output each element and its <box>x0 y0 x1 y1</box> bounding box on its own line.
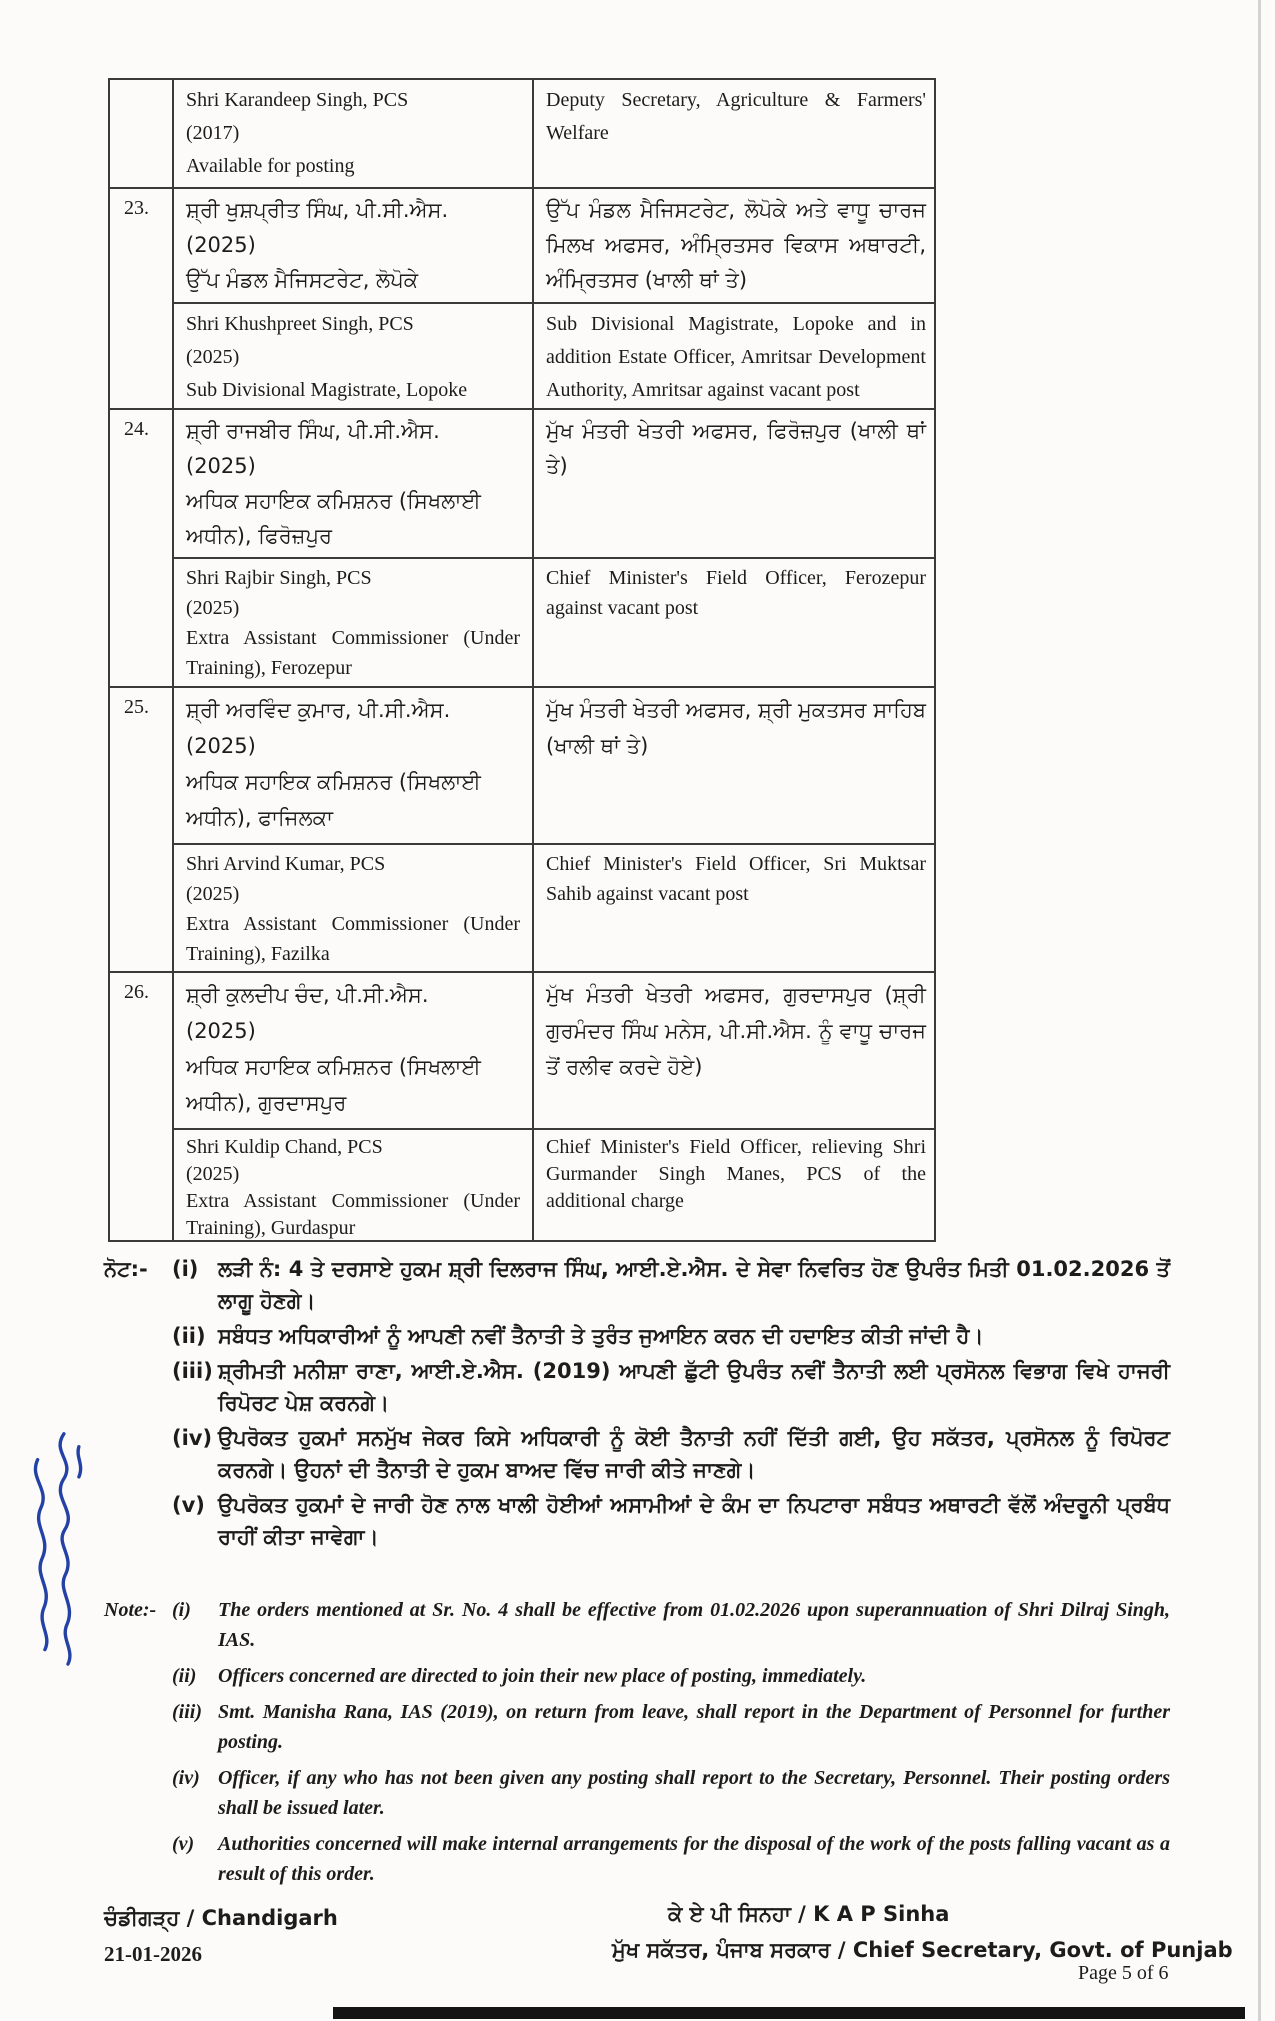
note-text: Officers concerned are directed to join their new place of posting, immediately. <box>218 1665 867 1687</box>
note-text: ਸ਼੍ਰੀਮਤੀ ਮਨੀਸ਼ਾ ਰਾਣਾ, ਆਈ.ਏ.ਐਸ. (2019) ਆਪਣੀ ਛੁੱਟੀ ਉਪਰੰਤ ਨਵੀਂ ਤੈਨਾਤੀ ਲਈ ਪ੍ਰਸੋਨਲ ਵਿਭਾਗ ਵਿਖੇ ਹਾਜਰੀ ਰਿਪੋਰਟ ਪੇਸ਼ ਕਰਨਗੇ। <box>218 1359 1170 1415</box>
note-number: (v) <box>172 1833 195 1855</box>
serial-number <box>110 80 172 187</box>
serial-number: 23. <box>124 197 149 219</box>
transfer-orders-table <box>108 78 936 1242</box>
note-item <box>172 1661 1170 1691</box>
officer-cell <box>174 973 532 1128</box>
serial-number: 24. <box>124 418 149 440</box>
note-number: (v) <box>172 1493 205 1517</box>
notes-label-english: Note:- <box>104 1599 157 1621</box>
serial-number: 26. <box>124 981 149 1003</box>
notes-section-english <box>104 1595 1170 1895</box>
scan-edge-shadow <box>1258 0 1261 2021</box>
note-item <box>172 1595 1170 1655</box>
posting-cell: Sub Divisional Magistrate, Lopoke and in addition Estate Officer, Amritsar Development Authority, Amritsar against vacant post <box>532 304 934 408</box>
row-subrows <box>172 973 934 1240</box>
subrow-en <box>174 1128 934 1240</box>
subrow-pa <box>174 410 934 557</box>
signatory-name: ਕੇ ਏ ਪੀ ਸਿਨਹਾ / K A P Sinha <box>668 1902 950 1926</box>
officer-line: Shri Kuldip Chand, PCS <box>186 1136 383 1158</box>
posting-cell: ਮੁੱਖ ਮੰਤਰੀ ਖੇਤਰੀ ਅਫਸਰ, ਗੁਰਦਾਸਪੁਰ (ਸ਼੍ਰੀ ਗੁਰਮੰਦਰ ਸਿੰਘ ਮਨੇਸ, ਪੀ.ਸੀ.ਐਸ. ਨੂੰ ਵਾਧੂ ਚਾਰਜ ਤੋਂ ਰਲੀਵ ਕਰਦੇ ਹੋਏ) <box>532 973 934 1128</box>
officer-line: (2025) <box>186 1019 256 1043</box>
notes-label-punjabi: ਨੋਟ:- <box>104 1257 148 1281</box>
posting-cell: ਮੁੱਖ ਮੰਤਰੀ ਖੇਤਰੀ ਅਫਸਰ, ਫਿਰੋਜ਼ਪੁਰ (ਖਾਲੀ ਥਾਂ ਤੇ) <box>532 410 934 557</box>
officer-line: (2025) <box>186 346 240 368</box>
signatory-title: ਮੁੱਖ ਸਕੱਤਰ, ਪੰਜਾਬ ਸਰਕਾਰ / Chief Secretary, Govt. of Punjab <box>612 1938 1233 1962</box>
table-row <box>110 187 934 408</box>
officer-cell <box>174 845 532 971</box>
row-subrows <box>172 189 934 408</box>
subrow-en <box>174 557 934 686</box>
note-text: The orders mentioned at Sr. No. 4 shall be effective from 01.02.2026 upon superannuation of Shri Dilraj Singh, IAS. <box>218 1599 1170 1651</box>
posting-cell: Deputy Secretary, Agriculture & Farmers' Welfare <box>532 80 934 187</box>
footer-place: ਚੰਡੀਗੜ੍ਹ / Chandigarh <box>104 1906 338 1930</box>
note-number: (iii) <box>172 1359 213 1383</box>
officer-cell <box>174 189 532 302</box>
table-row <box>110 686 934 971</box>
officer-cell <box>174 688 532 843</box>
officer-line: (2017) <box>186 122 240 144</box>
footer-date: 21-01-2026 <box>104 1942 202 1966</box>
subrow-pa <box>174 688 934 843</box>
officer-line: ਉੱਪ ਮੰਡਲ ਮੈਜਿਸਟਰੇਟ, ਲੋਪੋਕੇ <box>186 268 419 292</box>
officer-cell <box>174 410 532 557</box>
officer-line: (2025) <box>186 1163 240 1185</box>
posting-cell: ਉੱਪ ਮੰਡਲ ਮੈਜਿਸਟਰੇਟ, ਲੋਪੋਕੇ ਅਤੇ ਵਾਧੂ ਚਾਰਜ ਮਿਲਖ ਅਫਸਰ, ਅੰਮ੍ਰਿਤਸਰ ਵਿਕਾਸ ਅਥਾਰਟੀ, ਅੰਮ੍ਰਿਤਸਰ (ਖਾਲੀ ਥਾਂ ਤੇ) <box>532 189 934 302</box>
note-text: Authorities concerned will make internal arrangements for the disposal of the work of the posts falling vacant as a result of this order. <box>218 1833 1170 1885</box>
scan-artifact-bar <box>333 2007 1245 2019</box>
note-number: (ii) <box>172 1665 197 1687</box>
officer-line: (2025) <box>186 883 240 905</box>
note-text: Officer, if any who has not been given any posting shall report to the Secretary, Personnel. Their posting orders shall be issued later. <box>218 1767 1170 1819</box>
officer-line: (2025) <box>186 233 256 257</box>
officer-line: Available for posting <box>186 155 355 177</box>
officer-line: ਅਧਿਕ ਸਹਾਇਕ ਕਮਿਸ਼ਨਰ (ਸਿਖਲਾਈ ਅਧੀਨ), ਫਾਜਿਲਕਾ <box>186 770 481 830</box>
officer-line: ਸ਼੍ਰੀ ਅਰਵਿੰਦ ਕੁਮਾਰ, ਪੀ.ਸੀ.ਐਸ. <box>186 698 451 722</box>
officer-line: Extra Assistant Commissioner (Under Training), Ferozepur <box>186 627 520 679</box>
note-number: (iii) <box>172 1701 202 1723</box>
note-text: ਉਪਰੋਕਤ ਹੁਕਮਾਂ ਦੇ ਜਾਰੀ ਹੋਣ ਨਾਲ ਖਾਲੀ ਹੋਈਆਂ ਅਸਾਮੀਆਂ ਦੇ ਕੰਮ ਦਾ ਨਿਪਟਾਰਾ ਸਬੰਧਤ ਅਥਾਰਟੀ ਵੱਲੋਂ ਅੰਦਰੂਨੀ ਪ੍ਰਬੰਧ ਰਾਹੀਂ ਕੀਤਾ ਜਾਵੇਗਾ। <box>218 1493 1170 1549</box>
note-item <box>172 1422 1170 1486</box>
officer-line: ਸ਼੍ਰੀ ਖੁਸ਼ਪ੍ਰੀਤ ਸਿੰਘ, ਪੀ.ਸੀ.ਐਸ. <box>186 198 449 222</box>
subrow-en <box>174 843 934 971</box>
subrow-pa <box>174 189 934 302</box>
note-text: ਉਪਰੋਕਤ ਹੁਕਮਾਂ ਸਨਮੁੱਖ ਜੇਕਰ ਕਿਸੇ ਅਧਿਕਾਰੀ ਨੂੰ ਕੋਈ ਤੈਨਾਤੀ ਨਹੀਂ ਦਿੱਤੀ ਗਈ, ਉਹ ਸਕੱਤਰ, ਪ੍ਰਸੋਨਲ ਨੂੰ ਰਿਪੋਰਟ ਕਰਨਗੇ। ਉਹਨਾਂ ਦੀ ਤੈਨਾਤੀ ਦੇ ਹੁਕਮ ਬਾਅਦ ਵਿੱਚ ਜਾਰੀ ਕੀਤੇ ਜਾਣਗੇ। <box>218 1426 1170 1482</box>
handwritten-margin-signature <box>18 1426 113 1675</box>
officer-cell <box>174 304 532 408</box>
notes-items-punjabi <box>172 1253 1170 1556</box>
officer-line: ਸ਼੍ਰੀ ਕੁਲਦੀਪ ਚੰਦ, ਪੀ.ਸੀ.ਐਸ. <box>186 983 429 1007</box>
note-item <box>172 1355 1170 1419</box>
officer-line: Extra Assistant Commissioner (Under Training), Fazilka <box>186 913 520 965</box>
officer-line: Extra Assistant Commissioner (Under Training), Gurdaspur <box>186 1190 520 1239</box>
note-item <box>172 1763 1170 1823</box>
officer-cell <box>174 80 532 187</box>
note-item <box>172 1697 1170 1757</box>
notes-items-english <box>172 1595 1170 1895</box>
note-item <box>172 1489 1170 1553</box>
posting-cell: ਮੁੱਖ ਮੰਤਰੀ ਖੇਤਰੀ ਅਫਸਰ, ਸ਼੍ਰੀ ਮੁਕਤਸਰ ਸਾਹਿਬ (ਖਾਲੀ ਥਾਂ ਤੇ) <box>532 688 934 843</box>
table-row <box>110 971 934 1240</box>
posting-cell: Chief Minister's Field Officer, Sri Muktsar Sahib against vacant post <box>532 845 934 971</box>
officer-line: Sub Divisional Magistrate, Lopoke <box>186 379 468 401</box>
note-item <box>172 1253 1170 1317</box>
page-number: Page 5 of 6 <box>1078 1962 1169 1984</box>
subrow-en <box>174 302 934 408</box>
officer-cell <box>174 1130 532 1240</box>
subrow-en <box>174 80 934 187</box>
row-subrows <box>172 410 934 686</box>
row-subrows <box>172 80 934 187</box>
note-number: (i) <box>172 1257 199 1281</box>
row-subrows <box>172 688 934 971</box>
note-item <box>172 1829 1170 1889</box>
serial-number: 25. <box>124 696 149 718</box>
officer-line: Shri Rajbir Singh, PCS <box>186 567 372 589</box>
note-number: (iv) <box>172 1426 213 1450</box>
notes-section-punjabi <box>104 1253 1170 1556</box>
officer-line: ਅਧਿਕ ਸਹਾਇਕ ਕਮਿਸ਼ਨਰ (ਸਿਖਲਾਈ ਅਧੀਨ), ਗੁਰਦਾਸਪੁਰ <box>186 1055 481 1115</box>
note-number: (iv) <box>172 1767 200 1789</box>
officer-line: Shri Khushpreet Singh, PCS <box>186 313 414 335</box>
note-text: ਸਬੰਧਤ ਅਧਿਕਾਰੀਆਂ ਨੂੰ ਆਪਣੀ ਨਵੀਂ ਤੈਨਾਤੀ ਤੇ ਤੁਰੰਤ ਜੁਆਇਨ ਕਰਨ ਦੀ ਹਦਾਇਤ ਕੀਤੀ ਜਾਂਦੀ ਹੈ। <box>218 1324 984 1348</box>
officer-line: (2025) <box>186 597 240 619</box>
note-item <box>172 1320 1170 1352</box>
officer-line: Shri Karandeep Singh, PCS <box>186 89 409 111</box>
officer-line: (2025) <box>186 734 256 758</box>
table-row <box>110 408 934 686</box>
posting-cell: Chief Minister's Field Officer, Ferozepur against vacant post <box>532 559 934 686</box>
posting-cell: Chief Minister's Field Officer, relieving Shri Gurmander Singh Manes, PCS of the additional charge <box>532 1130 934 1240</box>
note-text: ਲੜੀ ਨੰ: 4 ਤੇ ਦਰਸਾਏ ਹੁਕਮ ਸ਼੍ਰੀ ਦਿਲਰਾਜ ਸਿੰਘ, ਆਈ.ਏ.ਐਸ. ਦੇ ਸੇਵਾ ਨਿਵਰਿਤ ਹੋਣ ਉਪਰੰਤ ਮਿਤੀ 01.02.2026 ਤੋਂ ਲਾਗੂ ਹੋਣਗੇ। <box>218 1257 1170 1313</box>
table-row <box>110 80 934 187</box>
officer-line: (2025) <box>186 454 256 478</box>
officer-line: ਸ਼੍ਰੀ ਰਾਜਬੀਰ ਸਿੰਘ, ਪੀ.ਸੀ.ਐਸ. <box>186 419 440 443</box>
officer-line: ਅਧਿਕ ਸਹਾਇਕ ਕਮਿਸ਼ਨਰ (ਸਿਖਲਾਈ ਅਧੀਨ), ਫਿਰੋਜ਼ਪੁਰ <box>186 489 481 548</box>
note-number: (i) <box>172 1599 191 1621</box>
note-number: (ii) <box>172 1324 206 1348</box>
officer-cell <box>174 559 532 686</box>
officer-line: Shri Arvind Kumar, PCS <box>186 853 386 875</box>
note-text: Smt. Manisha Rana, IAS (2019), on return from leave, shall report in the Department of Personnel for further posting. <box>218 1701 1170 1753</box>
subrow-pa <box>174 973 934 1128</box>
